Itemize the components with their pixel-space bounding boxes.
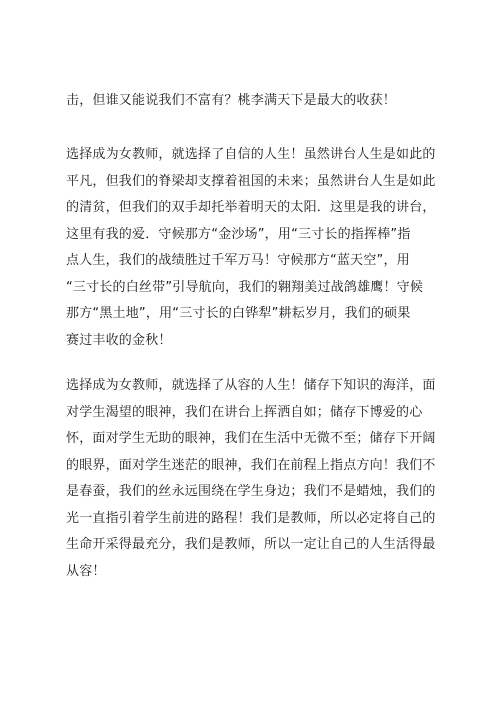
paragraph-line: 这里有我的爱．守候那方“金沙场”，用“三寸长的指挥棒”指 (66, 226, 411, 242)
paragraph-line: 光一直指引着学生前进的路程！我们是教师，所以必定将自己的 (66, 510, 436, 526)
paragraph-line: 点人生，我们的战绩胜过千军万马！守候那方“蓝天空”，用 (66, 253, 410, 268)
paragraph-calm-life (66, 373, 446, 585)
paragraph-line: 那方“黑土地”，用“三寸长的白铧犁”耕耘岁月，我们的硕果 (66, 306, 411, 321)
paragraph-line: 击，但谁又能说我们不富有？桃李满天下是最大的收获！ (66, 93, 397, 108)
paragraph-line: 赛过丰收的金秋！ (66, 332, 172, 348)
paragraph-confident-life (66, 142, 446, 354)
paragraph-line: 选择成为女教师，就选择了从容的人生！储存下知识的海洋，面 (66, 378, 436, 393)
paragraph-line: 的清贫，但我们的双手却托举着明天的太阳．这里是我的讲台， (66, 200, 436, 215)
paragraph-line: 是春蚕，我们的丝永远围绕在学生身边；我们不是蜡烛，我们的 (66, 484, 436, 499)
paragraph-line: 的眼界，面对学生迷茫的眼神，我们在前程上指点方向！我们不 (66, 457, 436, 473)
paragraph-line: 平凡，但我们的脊梁却支撑着祖国的未来；虽然讲台人生是如此 (66, 173, 436, 189)
paragraph-line: 生命开采得最充分，我们是教师，所以一定让自己的人生活得最 (66, 537, 436, 552)
paragraph-line: 怀，面对学生无助的眼神，我们在生活中无微不至；储存下开阔 (66, 431, 436, 446)
paragraph-line: 对学生渴望的眼神，我们在讲台上挥洒自如；储存下博爱的心 (66, 404, 423, 420)
paragraph-line: 从容！ (66, 563, 106, 579)
paragraph-line: “三寸长的白丝带”引导航向，我们的翱翔美过战鸽雄鹰！守候 (66, 279, 424, 295)
paragraph-harvest (66, 88, 446, 115)
paragraph-line: 选择成为女教师，就选择了自信的人生！虽然讲台人生是如此的 (66, 147, 436, 162)
